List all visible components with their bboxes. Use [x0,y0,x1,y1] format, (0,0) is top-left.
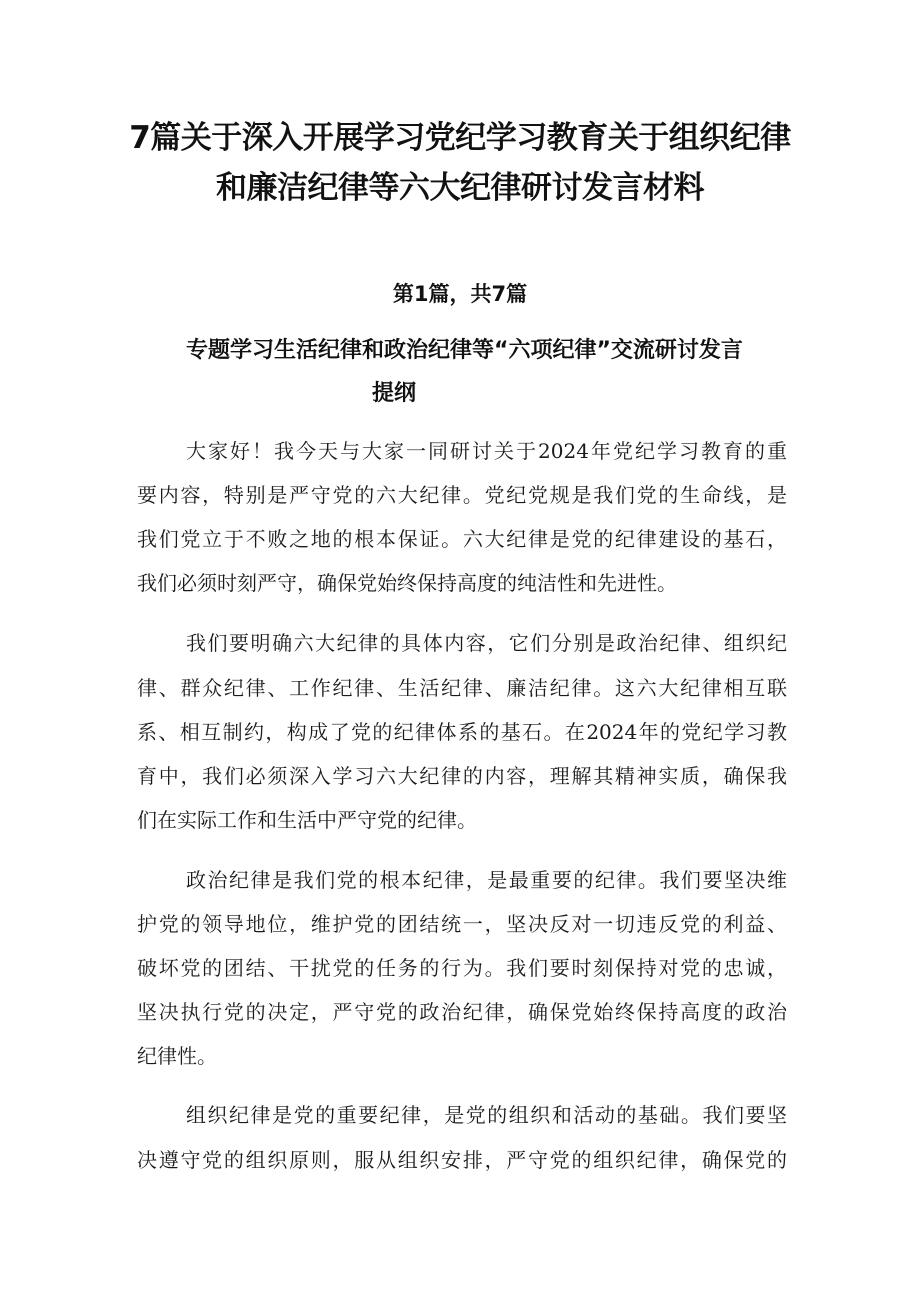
part-label: 第1篇，共7篇 [392,282,528,306]
paragraph-3-line-4: 坚决执行党的决定，严守党的政治纪律，确保党始终保持高度的政治 [137,1000,787,1024]
document-title-line-2: 和廉洁纪律等六大纪律研讨发言材料 [216,170,704,206]
paragraph-1-line-4: 我们必须时刻严守，确保党始终保持高度的纯洁性和先进性。 [137,571,677,595]
paragraph-1-line-1: 大家好！我今天与大家一同研讨关于2024年党纪学习教育的重 [186,439,787,463]
paragraph-4-line-1: 组织纪律是党的重要纪律，是党的组织和活动的基础。我们要坚 [186,1103,787,1127]
paragraph-2-line-4: 育中，我们必须深入学习六大纪律的内容，理解其精神实质，确保我 [137,764,787,788]
paragraph-3-line-1: 政治纪律是我们党的根本纪律，是最重要的纪律。我们要坚决维 [186,868,787,892]
paragraph-3-line-5: 纪律性。 [137,1044,217,1068]
paragraph-1-line-2: 要内容，特别是严守党的六大纪律。党纪党规是我们党的生命线，是 [137,483,787,507]
paragraph-4-line-2: 决遵守党的组织原则，服从组织安排，严守党的组织纪律，确保党的 [137,1148,787,1172]
document-title-line-1: 7篇关于深入开展学习党纪学习教育关于组织纪律 [129,120,791,156]
paragraph-2-line-2: 律、群众纪律、工作纪律、生活纪律、廉洁纪律。这六大纪律相互联 [137,676,787,700]
paragraph-3-line-3: 破坏党的团结、干扰党的任务的行为。我们要时刻保持对党的忠诚， [137,956,787,980]
paragraph-2-line-5: 们在实际工作和生活中严守党的纪律。 [137,808,477,832]
paragraph-3-line-2: 护党的领导地位，维护党的团结统一，坚决反对一切违反党的利益、 [137,912,787,936]
paragraph-1-line-3: 我们党立于不败之地的根本保证。六大纪律是党的纪律建设的基石， [137,527,787,551]
paragraph-2-line-3: 系、相互制约，构成了党的纪律体系的基石。在2024年的党纪学习教 [137,720,787,744]
section-subtitle-line-2: 提纲 [372,381,417,406]
section-subtitle-line-1: 专题学习生活纪律和政治纪律等“六项纪律”交流研讨发言 [186,338,743,363]
paragraph-2-line-1: 我们要明确六大纪律的具体内容，它们分别是政治纪律、组织纪 [186,631,787,655]
